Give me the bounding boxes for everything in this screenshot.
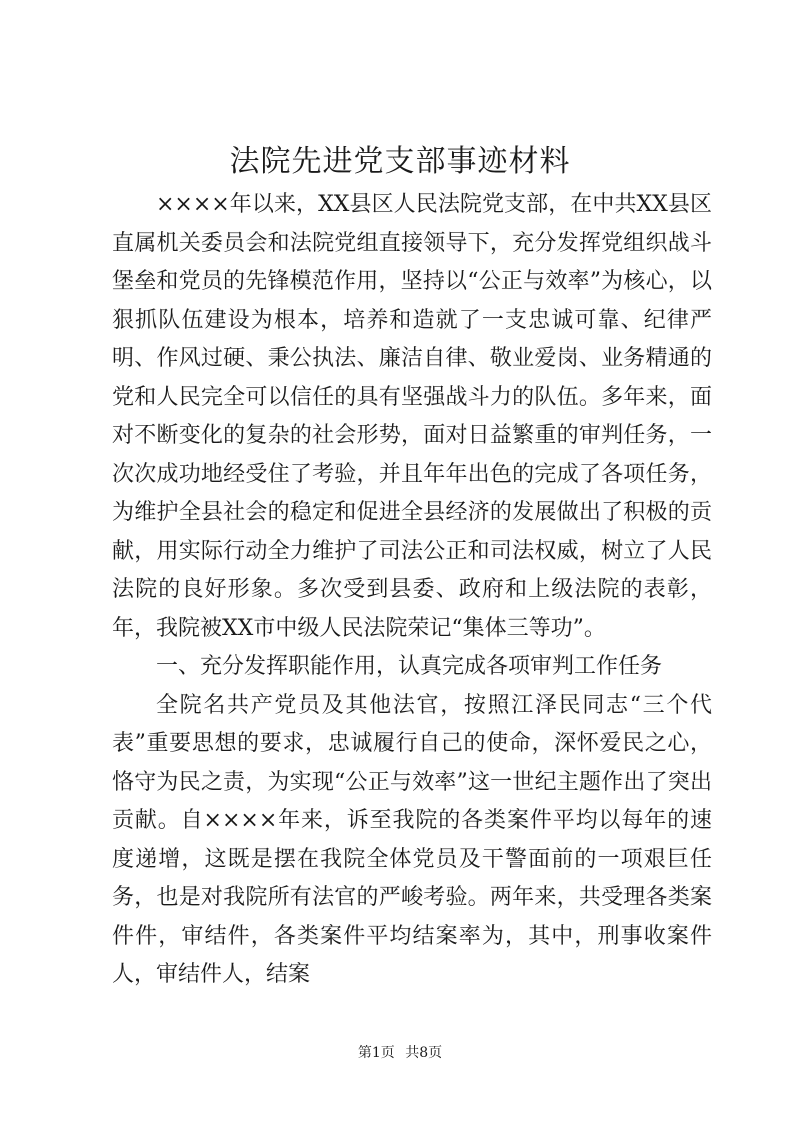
- page-number: 第1页: [357, 1045, 395, 1061]
- page-total: 共8页: [405, 1045, 443, 1061]
- paragraph-section-1: 全院名共产党员及其他法官，按照江泽民同志“三个代表”重要思想的要求，忠诚履行自己的使命，深怀爱民之心，恪守为民之责，为实现“公正与效率”这一世纪主题作出了突出贡献。自××××年来，诉至我院的各类案件平均以每年的速度递增，这既是摆在我院全体党员及干警面前的一项艰巨任务，也是对我院所有法官的严峻考验。两年来，共受理各类案件件，审结件，各类案件平均结案率为，其中，刑事收案件人，审结件人，结案: [112, 692, 712, 987]
- paragraph-intro: ××××年以来，XX县区人民法院党支部，在中共XX县区直属机关委员会和法院党组直接领导下，充分发挥党组织战斗堡垒和党员的先锋模范作用，坚持以“公正与效率”为核心，以狠抓队伍建设为根本，培养和造就了一支忠诚可靠、纪律严明、作风过硬、秉公执法、廉洁自律、敬业爱岗、业务精通的党和人民完全可以信任的具有坚强战斗力的队伍。多年来，面对不断变化的复杂的社会形势，面对日益繁重的审判任务，一次次成功地经受住了考验，并且年年出色的完成了各项任务，为维护全县社会的稳定和促进全县经济的发展做出了积极的贡献，用实际行动全力维护了司法公正和司法权威，树立了人民法院的良好形象。多次受到县委、政府和上级法院的表彰，年，我院被XX市中级人民法院荣记“集体三等功”。: [112, 192, 712, 641]
- section-heading-1: 一、充分发挥职能作用，认真完成各项审判工作任务: [156, 654, 663, 679]
- document-body: [112, 186, 712, 995]
- document-title: 法院先进党支部事迹材料: [229, 144, 571, 179]
- page-footer: [0, 1043, 800, 1063]
